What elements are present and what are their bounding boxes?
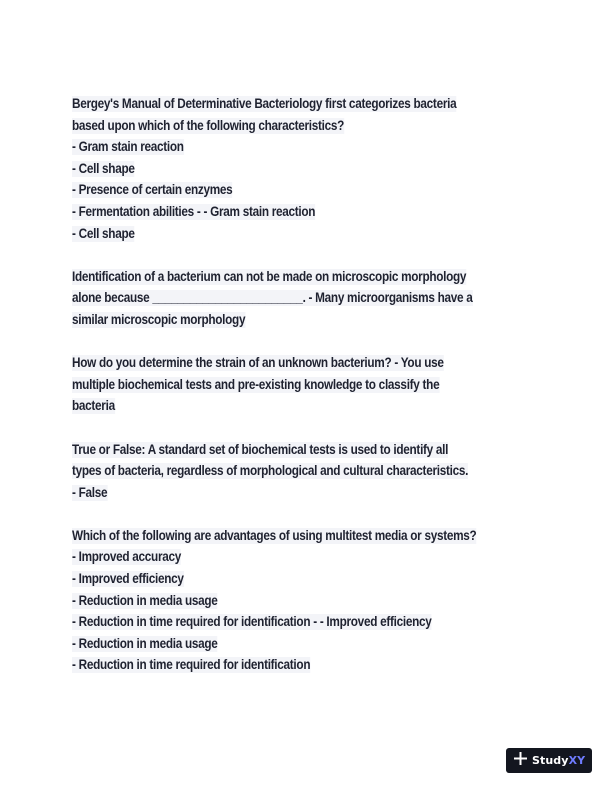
- text-line: [72, 267, 470, 289]
- text-line-content: Which of the following are advantages of using multitest media or systems?: [72, 527, 477, 544]
- text-line: [72, 569, 470, 591]
- text-line-content: - False: [72, 484, 108, 501]
- text-line-content: Bergey's Manual of Determinative Bacteriology first categorizes bacteria: [72, 96, 457, 112]
- studyxy-badge[interactable]: [506, 748, 592, 773]
- text-line-content: alone because ________________________. - Many microorganisms have a: [72, 290, 473, 307]
- text-line-content: How do you determine the strain of an unknown bacterium? - You use: [72, 355, 444, 372]
- text-line: [72, 375, 470, 397]
- text-line: [72, 116, 470, 138]
- text-line: [72, 94, 470, 116]
- text-line: [72, 137, 470, 159]
- text-line: [72, 461, 470, 483]
- text-line-content: - Reduction in time required for identification - - Improved efficiency: [72, 614, 432, 631]
- text-line-content: based upon which of the following characteristics?: [72, 117, 345, 134]
- text-line: [72, 547, 470, 569]
- text-line-content: multiple biochemical tests and pre-existing knowledge to classify the: [72, 376, 440, 393]
- text-line: [72, 396, 470, 418]
- text-line-content: True or False: A standard set of biochemical tests is used to identify all: [72, 441, 449, 458]
- text-line-content: - Cell shape: [72, 160, 135, 177]
- text-line: [72, 202, 470, 224]
- text-line-content: - Reduction in time required for identification: [72, 657, 311, 674]
- brand-name: StudyXY: [532, 754, 586, 767]
- text-line: [72, 180, 470, 202]
- text-line-content: - Gram stain reaction: [72, 139, 184, 156]
- text-line: [72, 634, 470, 656]
- text-line: [72, 526, 477, 548]
- text-line-content: Identification of a bacterium can not be made on microscopic morphology: [72, 268, 467, 285]
- document-body: [72, 94, 552, 677]
- text-line-content: - Presence of certain enzymes: [72, 182, 233, 199]
- text-line-content: types of bacteria, regardless of morphological and cultural characteristics.: [72, 463, 469, 480]
- text-line-content: - Fermentation abilities - - Gram stain reaction: [72, 203, 316, 220]
- text-line-content: bacteria: [72, 398, 115, 415]
- text-line: [72, 224, 470, 246]
- text-line-content: - Reduction in media usage: [72, 592, 218, 609]
- text-line-content: - Improved efficiency: [72, 571, 184, 588]
- text-line: [72, 655, 470, 677]
- text-line: [72, 310, 470, 332]
- text-line: [72, 353, 470, 375]
- text-line: [72, 612, 470, 634]
- paragraph-gap: [72, 418, 552, 440]
- text-line: [72, 591, 470, 613]
- text-line: [72, 440, 470, 462]
- paragraph-gap: [72, 332, 552, 354]
- text-line-content: similar microscopic morphology: [72, 311, 246, 328]
- text-line: [72, 288, 473, 310]
- plus-icon: [514, 752, 532, 770]
- paragraph-gap: [72, 245, 552, 267]
- paragraph-gap: [72, 504, 552, 526]
- text-line: [72, 483, 470, 505]
- text-line-content: - Improved accuracy: [72, 549, 182, 566]
- text-line: [72, 159, 470, 181]
- text-line-content: - Reduction in media usage: [72, 635, 218, 652]
- text-line-content: - Cell shape: [72, 225, 135, 242]
